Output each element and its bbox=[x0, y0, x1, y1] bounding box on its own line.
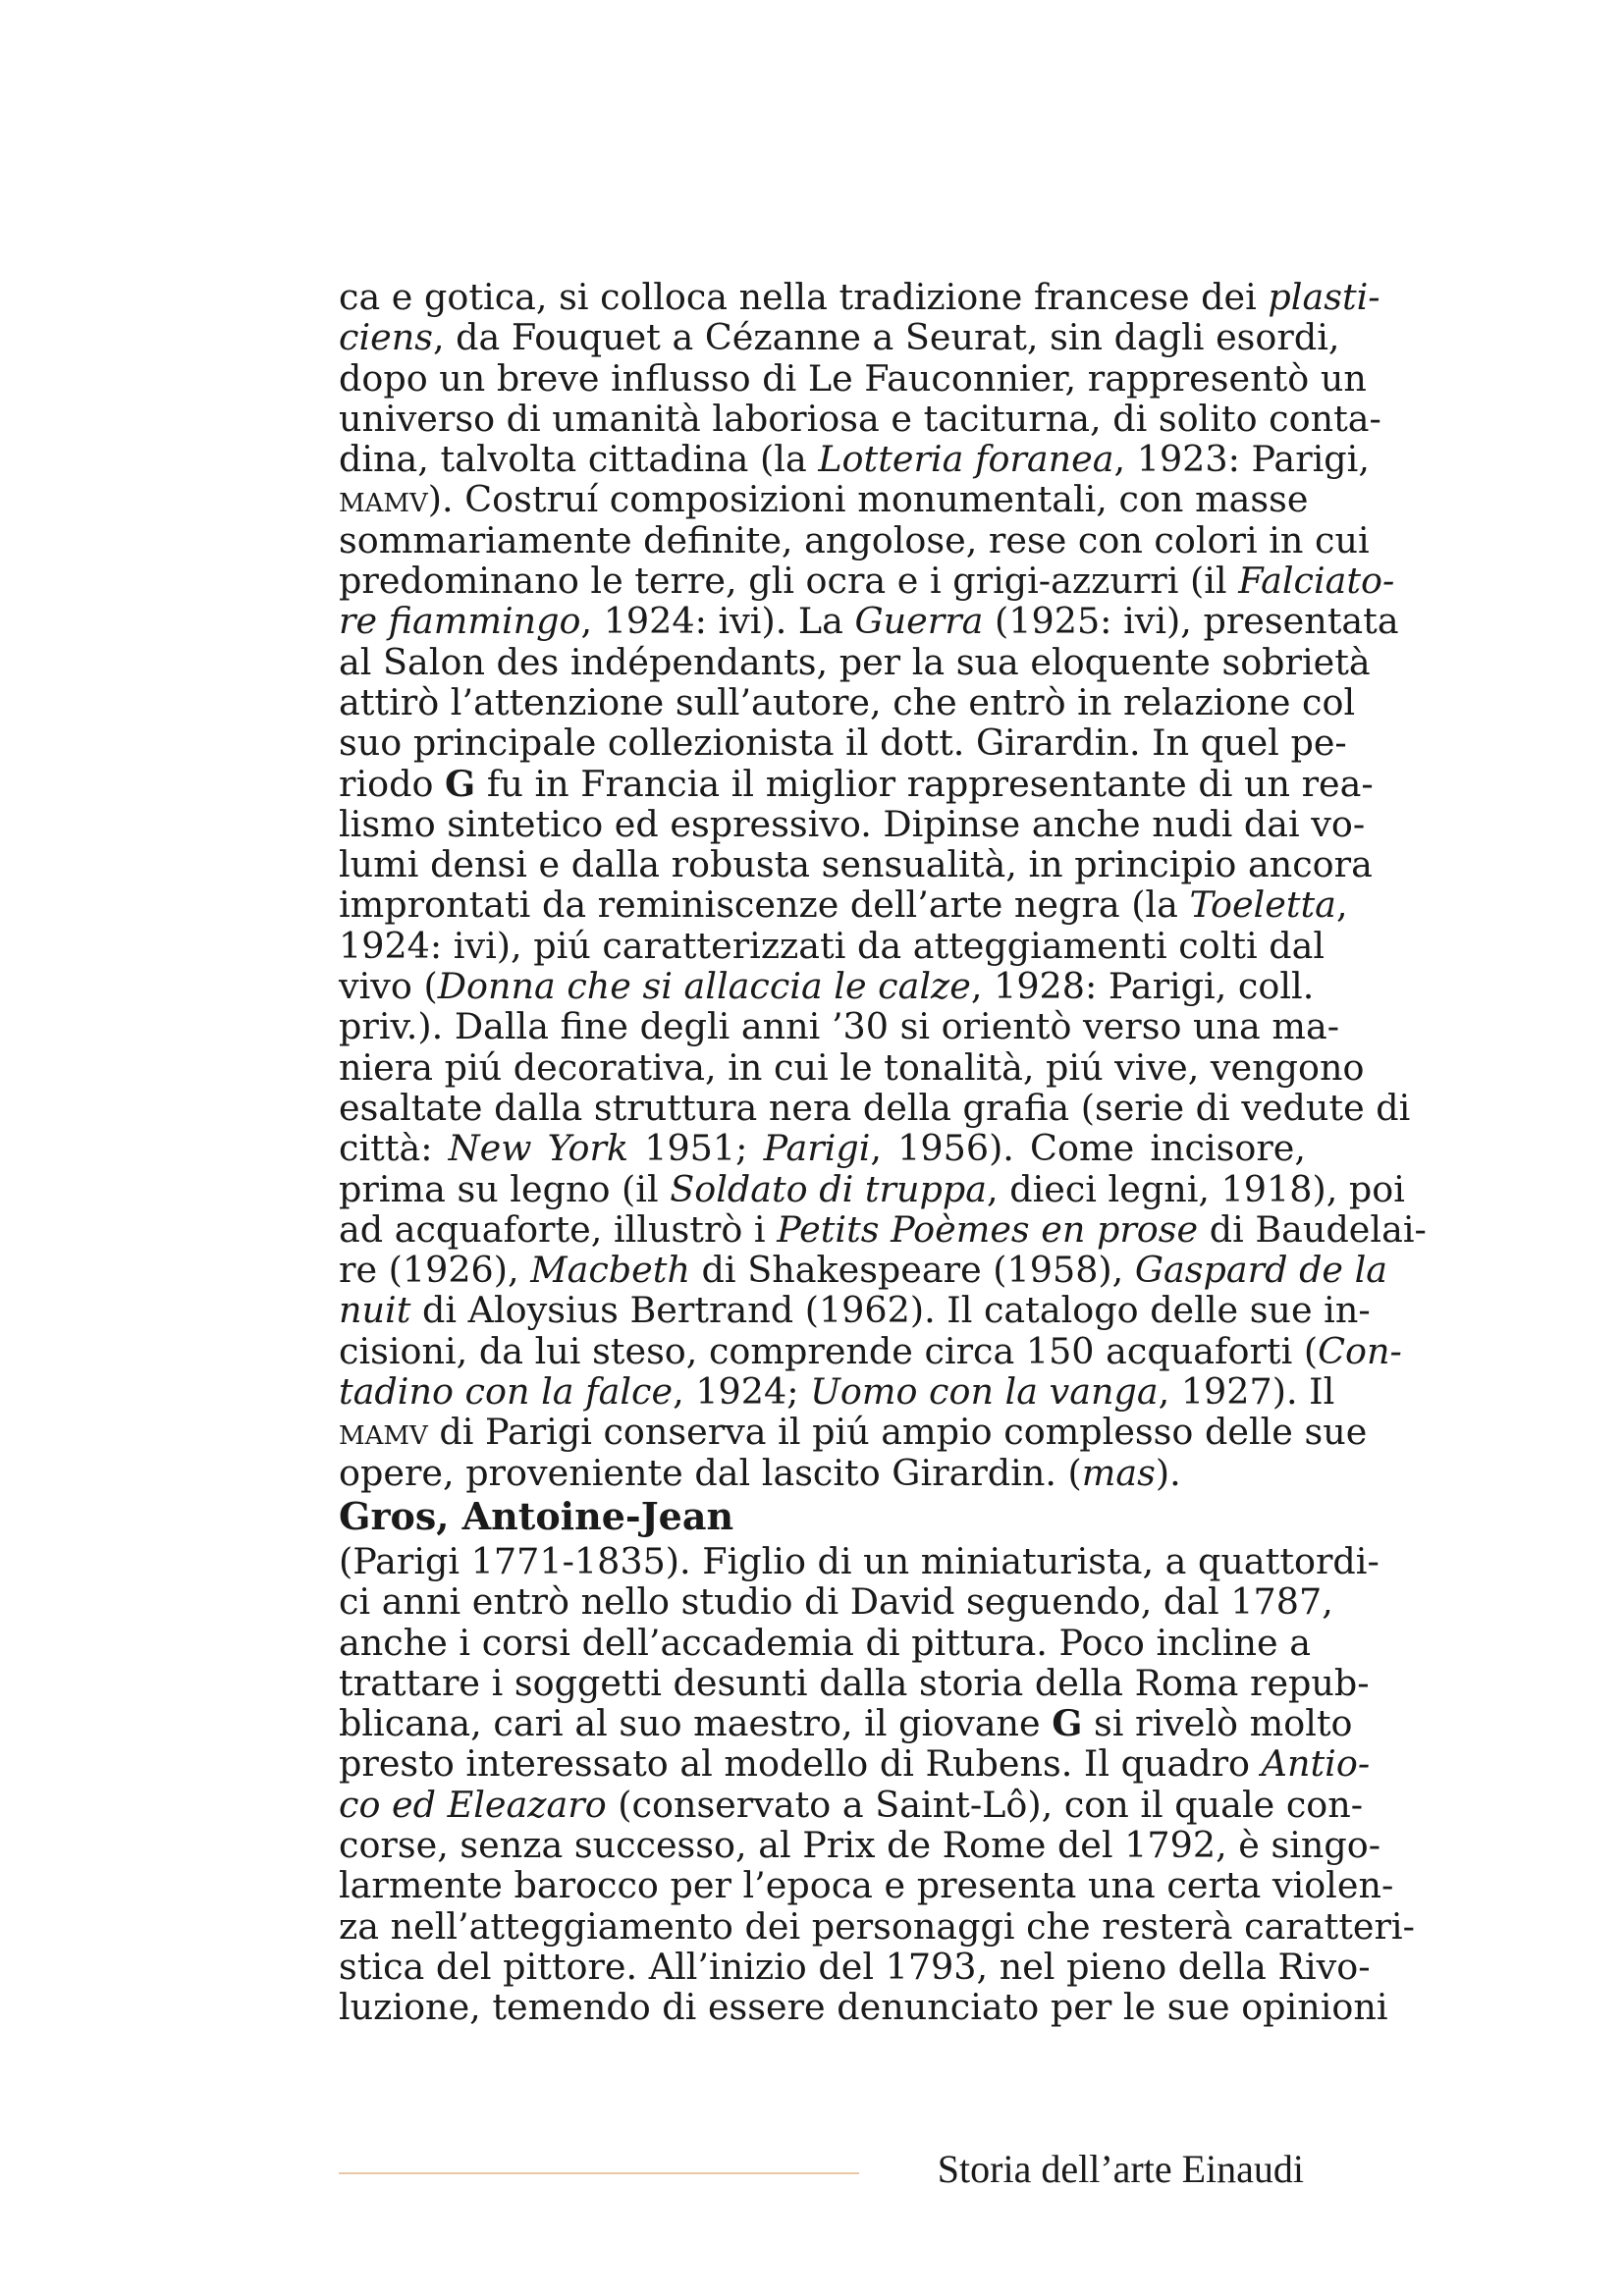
text-line bbox=[339, 560, 1395, 603]
text-line bbox=[339, 1824, 1381, 1867]
italic-run: Antio- bbox=[1261, 1742, 1371, 1786]
smallcaps-run: mamv bbox=[339, 1411, 428, 1454]
text-run: ci anni entrò nello studio di David seguendo, dal 1787, bbox=[339, 1580, 1333, 1624]
text-line bbox=[339, 1783, 1364, 1826]
text-run: , 1927). Il bbox=[1158, 1370, 1335, 1414]
italic-run: mas bbox=[1081, 1451, 1156, 1494]
text-run: ). bbox=[1155, 1451, 1181, 1494]
footer-divider bbox=[339, 2172, 859, 2174]
text-run: (conservato a Saint-Lô), con il quale con- bbox=[606, 1783, 1364, 1826]
text-line bbox=[339, 1540, 1380, 1582]
text-run: priv.). Dalla fine degli anni ’30 si orientò verso una ma- bbox=[339, 1005, 1340, 1048]
text-line bbox=[339, 1864, 1394, 1907]
text-run: sommariamente definite, angolose, rese con colori in cui bbox=[339, 518, 1370, 561]
text-line bbox=[339, 1702, 1353, 1745]
text-line bbox=[339, 1742, 1371, 1786]
text-line bbox=[339, 802, 1366, 845]
text-line bbox=[339, 1411, 1368, 1454]
text-line bbox=[339, 356, 1367, 400]
text-line bbox=[339, 1249, 1388, 1292]
text-run: niera piú decorativa, in cui le tonalità, piú vive, vengono bbox=[339, 1045, 1365, 1089]
text-run: , 1923: Parigi, bbox=[1113, 438, 1370, 481]
italic-run: Petits Poèmes en prose bbox=[777, 1207, 1199, 1251]
text-run: universo di umanità laboriosa e taciturna, di solito conta- bbox=[339, 397, 1381, 440]
text-line bbox=[339, 1945, 1371, 1988]
text-line bbox=[339, 1167, 1405, 1210]
text-run: (1925: ivi), presentata bbox=[983, 600, 1399, 643]
text-run: , 1924: ivi). La bbox=[580, 600, 855, 643]
text-run: lismo sintetico ed espressivo. Dipinse anche nudi dai vo- bbox=[339, 802, 1366, 845]
text-line bbox=[339, 1207, 1427, 1251]
text-line bbox=[339, 1580, 1333, 1624]
text-run: ca e gotica, si colloca nella tradizione francese dei bbox=[339, 276, 1269, 318]
text-run: , 1924; bbox=[673, 1370, 811, 1414]
text-line bbox=[339, 1289, 1371, 1332]
text-run: presto interessato al modello di Rubens. Il quadro bbox=[339, 1742, 1262, 1786]
text-run: riodo bbox=[339, 762, 446, 805]
italic-run: Macbeth bbox=[530, 1249, 690, 1292]
text-run: luzione, temendo di essere denunciato per le sue opinioni bbox=[339, 1986, 1388, 2029]
text-run: stica del pittore. All’inizio del 1793, nel pieno della Rivo- bbox=[339, 1945, 1371, 1988]
italic-run: Falciato- bbox=[1238, 560, 1395, 603]
italic-run: nuit bbox=[339, 1289, 411, 1332]
text-run: , da Fouquet a Cézanne a Seurat, sin dagli esordi, bbox=[432, 316, 1340, 359]
text-line bbox=[339, 1986, 1388, 2029]
italic-run: plasti- bbox=[1268, 276, 1380, 318]
text-run: , 1956). Come incisore, bbox=[870, 1127, 1306, 1170]
text-line bbox=[339, 1329, 1402, 1372]
text-run: cisioni, da lui steso, comprende circa 150 acquaforti ( bbox=[339, 1329, 1319, 1372]
text-line bbox=[339, 1086, 1411, 1129]
text-run: di Parigi conserva il piú ampio complesso delle sue bbox=[427, 1411, 1368, 1454]
text-run: prima su legno (il bbox=[339, 1167, 671, 1210]
text-line bbox=[339, 1370, 1335, 1414]
italic-run: Lotteria foranea bbox=[818, 438, 1114, 481]
text-line bbox=[339, 1661, 1370, 1704]
text-run: opere, proveniente dal lascito Girardin. ( bbox=[339, 1451, 1082, 1494]
text-run: za nell’atteggiamento dei personaggi che resterà caratteri- bbox=[339, 1904, 1415, 1948]
italic-run: re fiammingo bbox=[339, 600, 581, 643]
text-line bbox=[339, 1128, 1306, 1168]
text-run: , bbox=[1335, 883, 1348, 927]
italic-run: tadino con la falce bbox=[339, 1370, 674, 1414]
text-run: ). Costruí composizioni monumentali, con masse bbox=[427, 478, 1309, 521]
text-line bbox=[339, 762, 1374, 805]
text-run: suo principale collezionista il dott. Girardin. In quel pe- bbox=[339, 721, 1347, 765]
text-line bbox=[339, 1453, 1306, 1493]
text-line bbox=[339, 1045, 1365, 1089]
text-run: anche i corsi dell’accademia di pittura. Poco incline a bbox=[339, 1621, 1311, 1664]
text-line bbox=[339, 397, 1381, 440]
text-run: ad acquaforte, illustrò i bbox=[339, 1207, 778, 1251]
text-run: lumi densi e dalla robusta sensualità, in principio ancora bbox=[339, 843, 1373, 886]
italic-run: Donna che si allaccia le calze bbox=[437, 965, 971, 1008]
text-run: , 1928: Parigi, coll. bbox=[970, 965, 1315, 1008]
text-run: predominano le terre, gli ocra e i grigi-azzurri (il bbox=[339, 560, 1239, 603]
text-run: fu in Francia il miglior rappresentante di un rea- bbox=[475, 762, 1374, 805]
text-run: improntati da reminiscenze dell’arte negra (la bbox=[339, 883, 1190, 927]
text-run: dina, talvolta cittadina (la bbox=[339, 438, 819, 481]
text-line bbox=[339, 680, 1356, 723]
text-run: città: bbox=[339, 1127, 449, 1170]
italic-run: Gaspard de la bbox=[1134, 1249, 1388, 1292]
text-run: re (1926), bbox=[339, 1249, 531, 1292]
entry-paragraph bbox=[339, 1540, 1415, 2029]
text-line bbox=[339, 1621, 1311, 1664]
smallcaps-run: mamv bbox=[339, 478, 428, 521]
italic-run: New York bbox=[448, 1127, 629, 1170]
italic-run: Soldato di truppa bbox=[670, 1167, 987, 1210]
text-run: esaltate dalla struttura nera della grafia (serie di vedute di bbox=[339, 1086, 1411, 1129]
text-line bbox=[339, 883, 1348, 927]
italic-run: Toeletta bbox=[1189, 883, 1336, 927]
text-line bbox=[339, 438, 1370, 481]
text-line bbox=[339, 843, 1373, 886]
text-run: al Salon des indépendants, per la sua eloquente sobrietà bbox=[339, 640, 1371, 683]
text-line bbox=[339, 640, 1371, 683]
text-run: si rivelò molto bbox=[1082, 1702, 1353, 1745]
text-run: blicana, cari al suo maestro, il giovane bbox=[339, 1702, 1053, 1745]
entry-heading: Gros, Antoine-Jean bbox=[339, 1494, 734, 1538]
italic-run: Con- bbox=[1318, 1329, 1402, 1372]
text-run: (Parigi 1771-1835). Figlio di un miniaturista, a quattordi- bbox=[339, 1540, 1380, 1582]
entry-continuation-paragraph bbox=[339, 276, 1427, 1494]
text-run: attirò l’attenzione sull’autore, che entrò in relazione col bbox=[339, 680, 1356, 723]
text-run: , dieci legni, 1918), poi bbox=[987, 1167, 1405, 1210]
text-line bbox=[339, 518, 1370, 561]
text-run: corse, senza successo, al Prix de Rome del 1792, è singo- bbox=[339, 1824, 1381, 1867]
italic-run: ciens bbox=[339, 316, 433, 359]
text-run: dopo un breve influsso di Le Fauconnier, rappresentò un bbox=[339, 356, 1367, 400]
text-line bbox=[339, 1005, 1340, 1048]
text-run: di Baudelai- bbox=[1198, 1207, 1427, 1251]
italic-run: Parigi bbox=[763, 1127, 871, 1170]
text-line bbox=[339, 965, 1315, 1008]
text-run: 1951; bbox=[628, 1127, 764, 1170]
text-line bbox=[339, 276, 1380, 318]
text-run: larmente barocco per l’epoca e presenta una certa violen- bbox=[339, 1864, 1394, 1907]
footer-title: Storia dell’arte Einaudi bbox=[937, 2147, 1304, 2191]
text-line bbox=[339, 316, 1340, 359]
text-line bbox=[339, 600, 1399, 643]
text-line bbox=[339, 1904, 1415, 1948]
italic-run: Uomo con la vanga bbox=[810, 1370, 1159, 1414]
italic-run: Guerra bbox=[854, 600, 984, 643]
text-run: vivo ( bbox=[339, 965, 438, 1008]
text-run: trattare i soggetti desunti dalla storia della Roma repub- bbox=[339, 1661, 1370, 1704]
bold-run: G bbox=[1052, 1702, 1083, 1745]
bold-run: G bbox=[445, 762, 476, 805]
text-run: 1924: ivi), piú caratterizzati da atteggiamenti colti dal bbox=[339, 924, 1325, 967]
italic-run: co ed Eleazaro bbox=[339, 1783, 607, 1826]
text-run: di Shakespeare (1958), bbox=[689, 1249, 1135, 1292]
text-line bbox=[339, 478, 1309, 521]
text-line bbox=[339, 924, 1325, 967]
text-line bbox=[339, 721, 1347, 765]
text-run: di Aloysius Bertrand (1962). Il catalogo delle sue in- bbox=[410, 1289, 1371, 1332]
